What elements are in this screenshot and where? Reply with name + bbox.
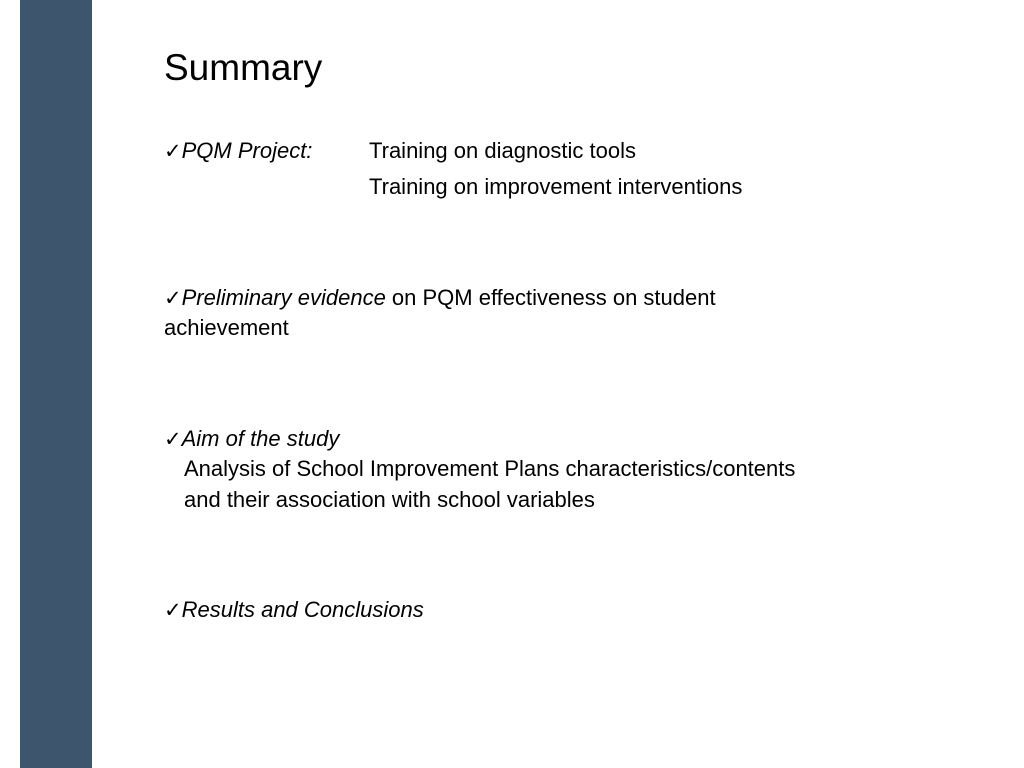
- bullet-aim-of-study: [164, 424, 339, 455]
- bullet-detail-line: Training on improvement interventions: [369, 174, 743, 199]
- side-accent-bar: [20, 0, 92, 768]
- checkmark-icon: ✓: [164, 287, 182, 310]
- bullet-detail-line: Analysis of School Improvement Plans characteristics/contents: [184, 456, 796, 481]
- bullet-heading: Preliminary evidence: [181, 285, 386, 310]
- bullet-continuation: achievement: [164, 315, 289, 340]
- checkmark-icon: ✓: [164, 140, 182, 163]
- bullet-heading: PQM Project:: [181, 138, 313, 163]
- slide-title: Summary: [164, 47, 323, 88]
- checkmark-icon: ✓: [164, 428, 182, 451]
- bullet-pqm-project: [164, 136, 312, 167]
- bullet-results-conclusions: [164, 595, 424, 626]
- bullet-detail-line: Training on diagnostic tools: [369, 138, 637, 163]
- bullet-detail-line: and their association with school variables: [184, 487, 595, 512]
- bullet-text: on PQM effectiveness on student: [385, 285, 716, 310]
- checkmark-icon: ✓: [164, 599, 182, 622]
- bullet-preliminary-evidence: [164, 283, 716, 314]
- bullet-heading: Results and Conclusions: [181, 597, 424, 622]
- bullet-heading: Aim of the study: [181, 426, 340, 451]
